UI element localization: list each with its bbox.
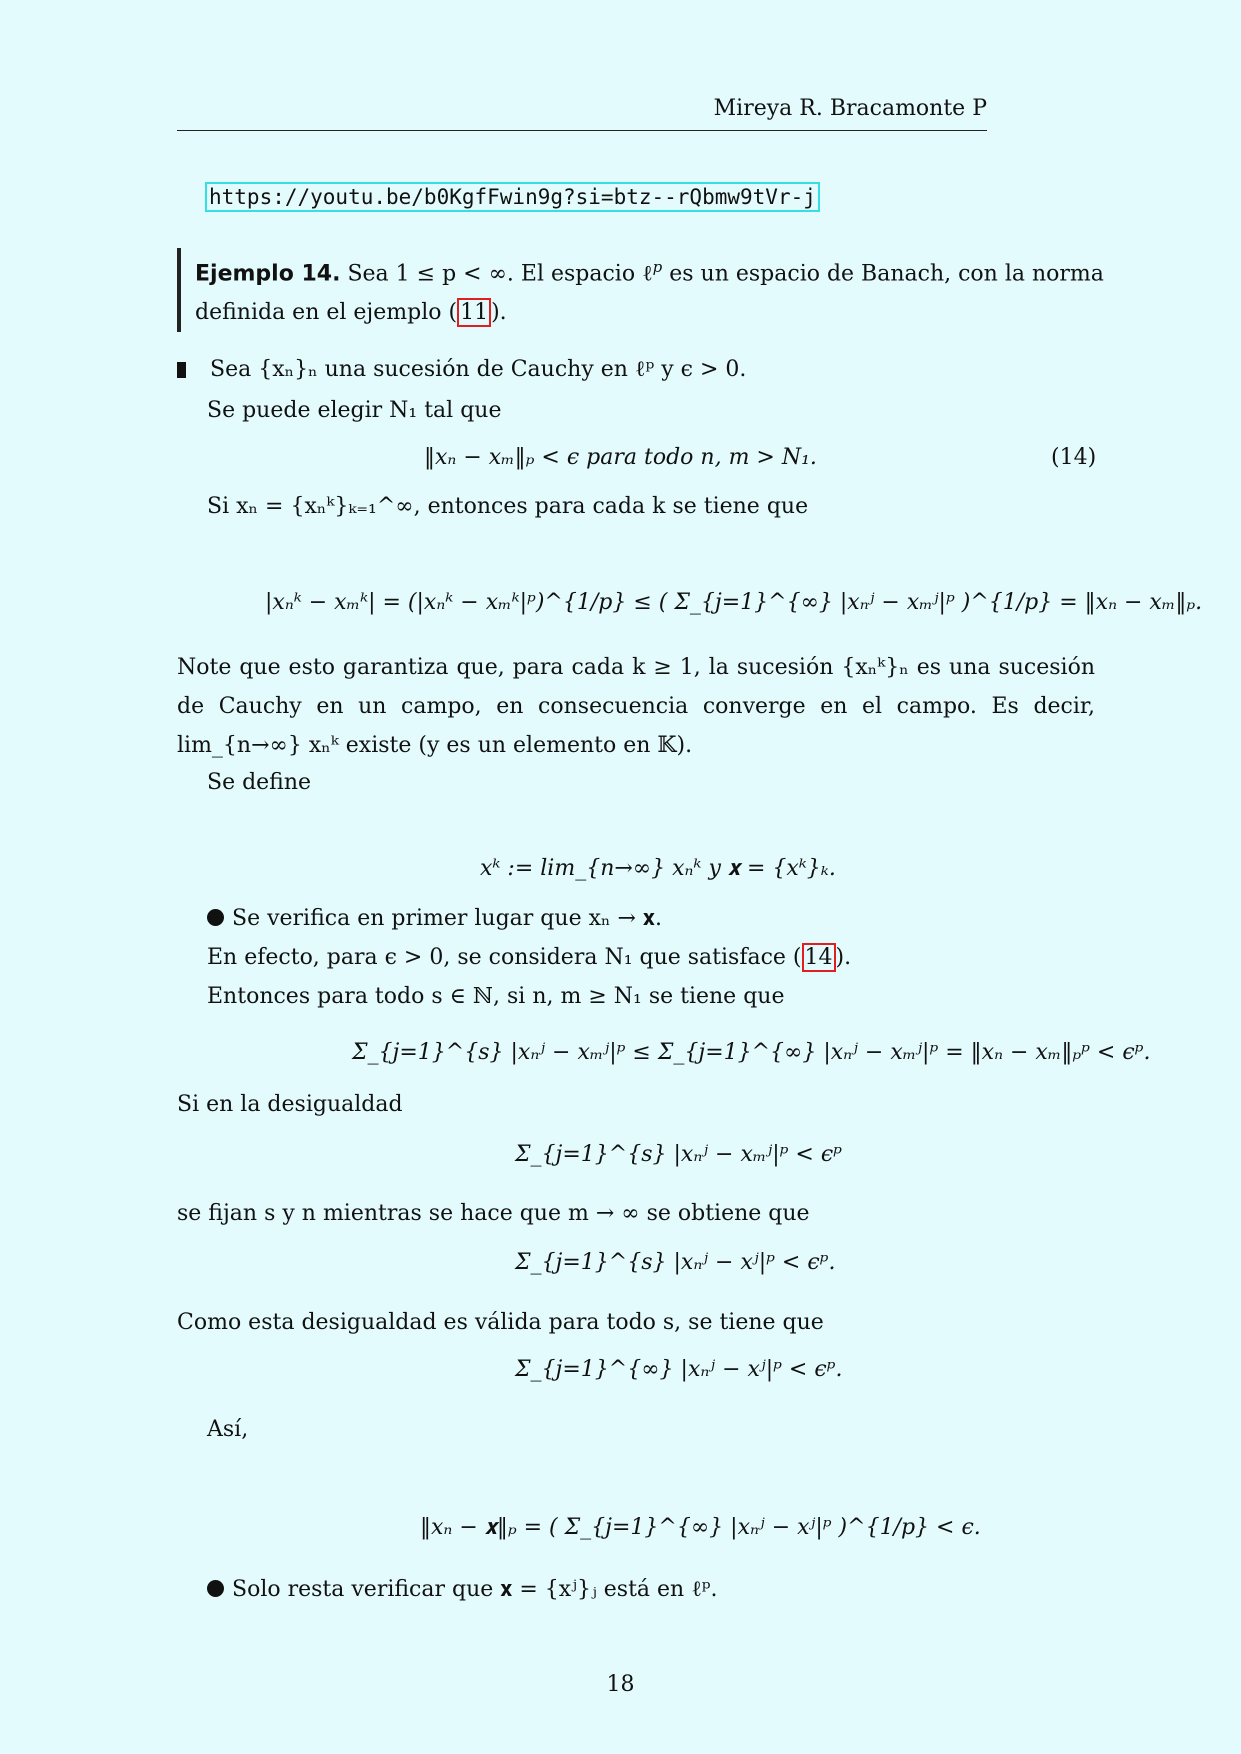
equation-sum-1: Σ_{j=1}^{s} |xₙʲ − xₘʲ|ᵖ ≤ Σ_{j=1}^{∞} |xₙʲ − xₘʲ|ᵖ = ‖xₙ − xₘ‖ₚᵖ < ϵᵖ. [352, 1040, 1151, 1065]
header-rule [177, 130, 987, 131]
example-text-c: definida en el ejemplo ( [195, 300, 458, 326]
paragraph-note: Note que esto garantiza que, para cada k ≥ 1, la sucesión {xₙᵏ}ₙ es una sucesión de Cauchy en un campo, en consecuencia converge en el campo. Es decir, lim_{n→∞} xₙᵏ existe (y es un elemento en 𝕂). [177, 655, 1095, 758]
bullet-item-1 [207, 904, 662, 934]
proof-line-7: Si en la desigualdad [177, 1092, 403, 1117]
equation-inequality: |xₙᵏ − xₘᵏ| = (|xₙᵏ − xₘᵏ|ᵖ)^{1/p} ≤ ( Σ_{j=1}^{∞} |xₙʲ − xₘʲ|ᵖ )^{1/p} = ‖xₙ − xₘ‖ₚ. [265, 590, 1203, 615]
proof-line-define: Se define [207, 770, 312, 795]
bullet-icon [207, 1580, 224, 1597]
proof-line-5-a: En efecto, para ϵ > 0, se considera N₁ que satisface ( [207, 945, 802, 970]
example-sup-p: p [652, 258, 663, 276]
proof-marker [177, 362, 186, 378]
example-text-a: Sea 1 ≤ p < ∞. El espacio ℓ [347, 261, 653, 287]
equation-number-14: (14) [1051, 445, 1097, 470]
equation-final: ‖xₙ − 𝐱‖ₚ = ( Σ_{j=1}^{∞} |xₙʲ − xʲ|ᵖ )^{1/p} < ϵ. [420, 1515, 981, 1540]
equation-14: ‖xₙ − xₘ‖ₚ < ϵ para todo n, m > N₁. [424, 445, 817, 470]
equation-definition: xᵏ := lim_{n→∞} xₙᵏ y 𝐱 = {xᵏ}ₖ. [480, 856, 836, 881]
equation-sum-2: Σ_{j=1}^{s} |xₙʲ − xₘʲ|ᵖ < ϵᵖ [515, 1142, 842, 1167]
page-number: 18 [606, 1672, 635, 1697]
example-text-b: es un espacio de Banach, con la norma [662, 261, 1104, 287]
example-ref-link[interactable]: 11 [457, 298, 491, 327]
example-text-d: ). [491, 300, 507, 326]
bullet-text-2: Solo resta verificar que 𝐱 = {xʲ}ⱼ está en ℓᵖ. [232, 1577, 718, 1602]
proof-line-9: Como esta desigualdad es válida para todo s, se tiene que [177, 1310, 824, 1335]
proof-line-3: Si xₙ = {xₙᵏ}ₖ₌₁^∞, entonces para cada k se tiene que [207, 494, 809, 519]
bullet-icon [207, 909, 224, 926]
proof-line-10: Así, [207, 1417, 249, 1442]
equation-ref-link[interactable]: 14 [802, 943, 836, 972]
example-label: Ejemplo 14. [195, 261, 341, 287]
proof-line-8: se fijan s y n mientras se hace que m → ∞ se obtiene que [177, 1201, 810, 1226]
example-block [177, 248, 1115, 332]
proof-line-2: Se puede elegir N₁ tal que [207, 398, 502, 423]
proof-line-5 [207, 943, 851, 973]
bullet-item-2 [207, 1575, 718, 1605]
proof-line-1: Sea {xₙ}ₙ una sucesión de Cauchy en ℓᵖ y ϵ > 0. [210, 357, 747, 382]
equation-sum-4: Σ_{j=1}^{∞} |xₙʲ − xʲ|ᵖ < ϵᵖ. [515, 1357, 843, 1382]
proof-line-6: Entonces para todo s ∈ ℕ, si n, m ≥ N₁ se tiene que [207, 984, 785, 1009]
bullet-text-1: Se verifica en primer lugar que xₙ → 𝐱. [232, 906, 662, 931]
equation-sum-3: Σ_{j=1}^{s} |xₙʲ − xʲ|ᵖ < ϵᵖ. [515, 1250, 836, 1275]
youtube-link[interactable]: https://youtu.be/b0KgfFwin9g?si=btz--rQbmw9tVr-j [205, 182, 820, 212]
running-header: Mireya R. Bracamonte P [713, 96, 987, 121]
proof-line-5-b: ). [835, 945, 852, 970]
